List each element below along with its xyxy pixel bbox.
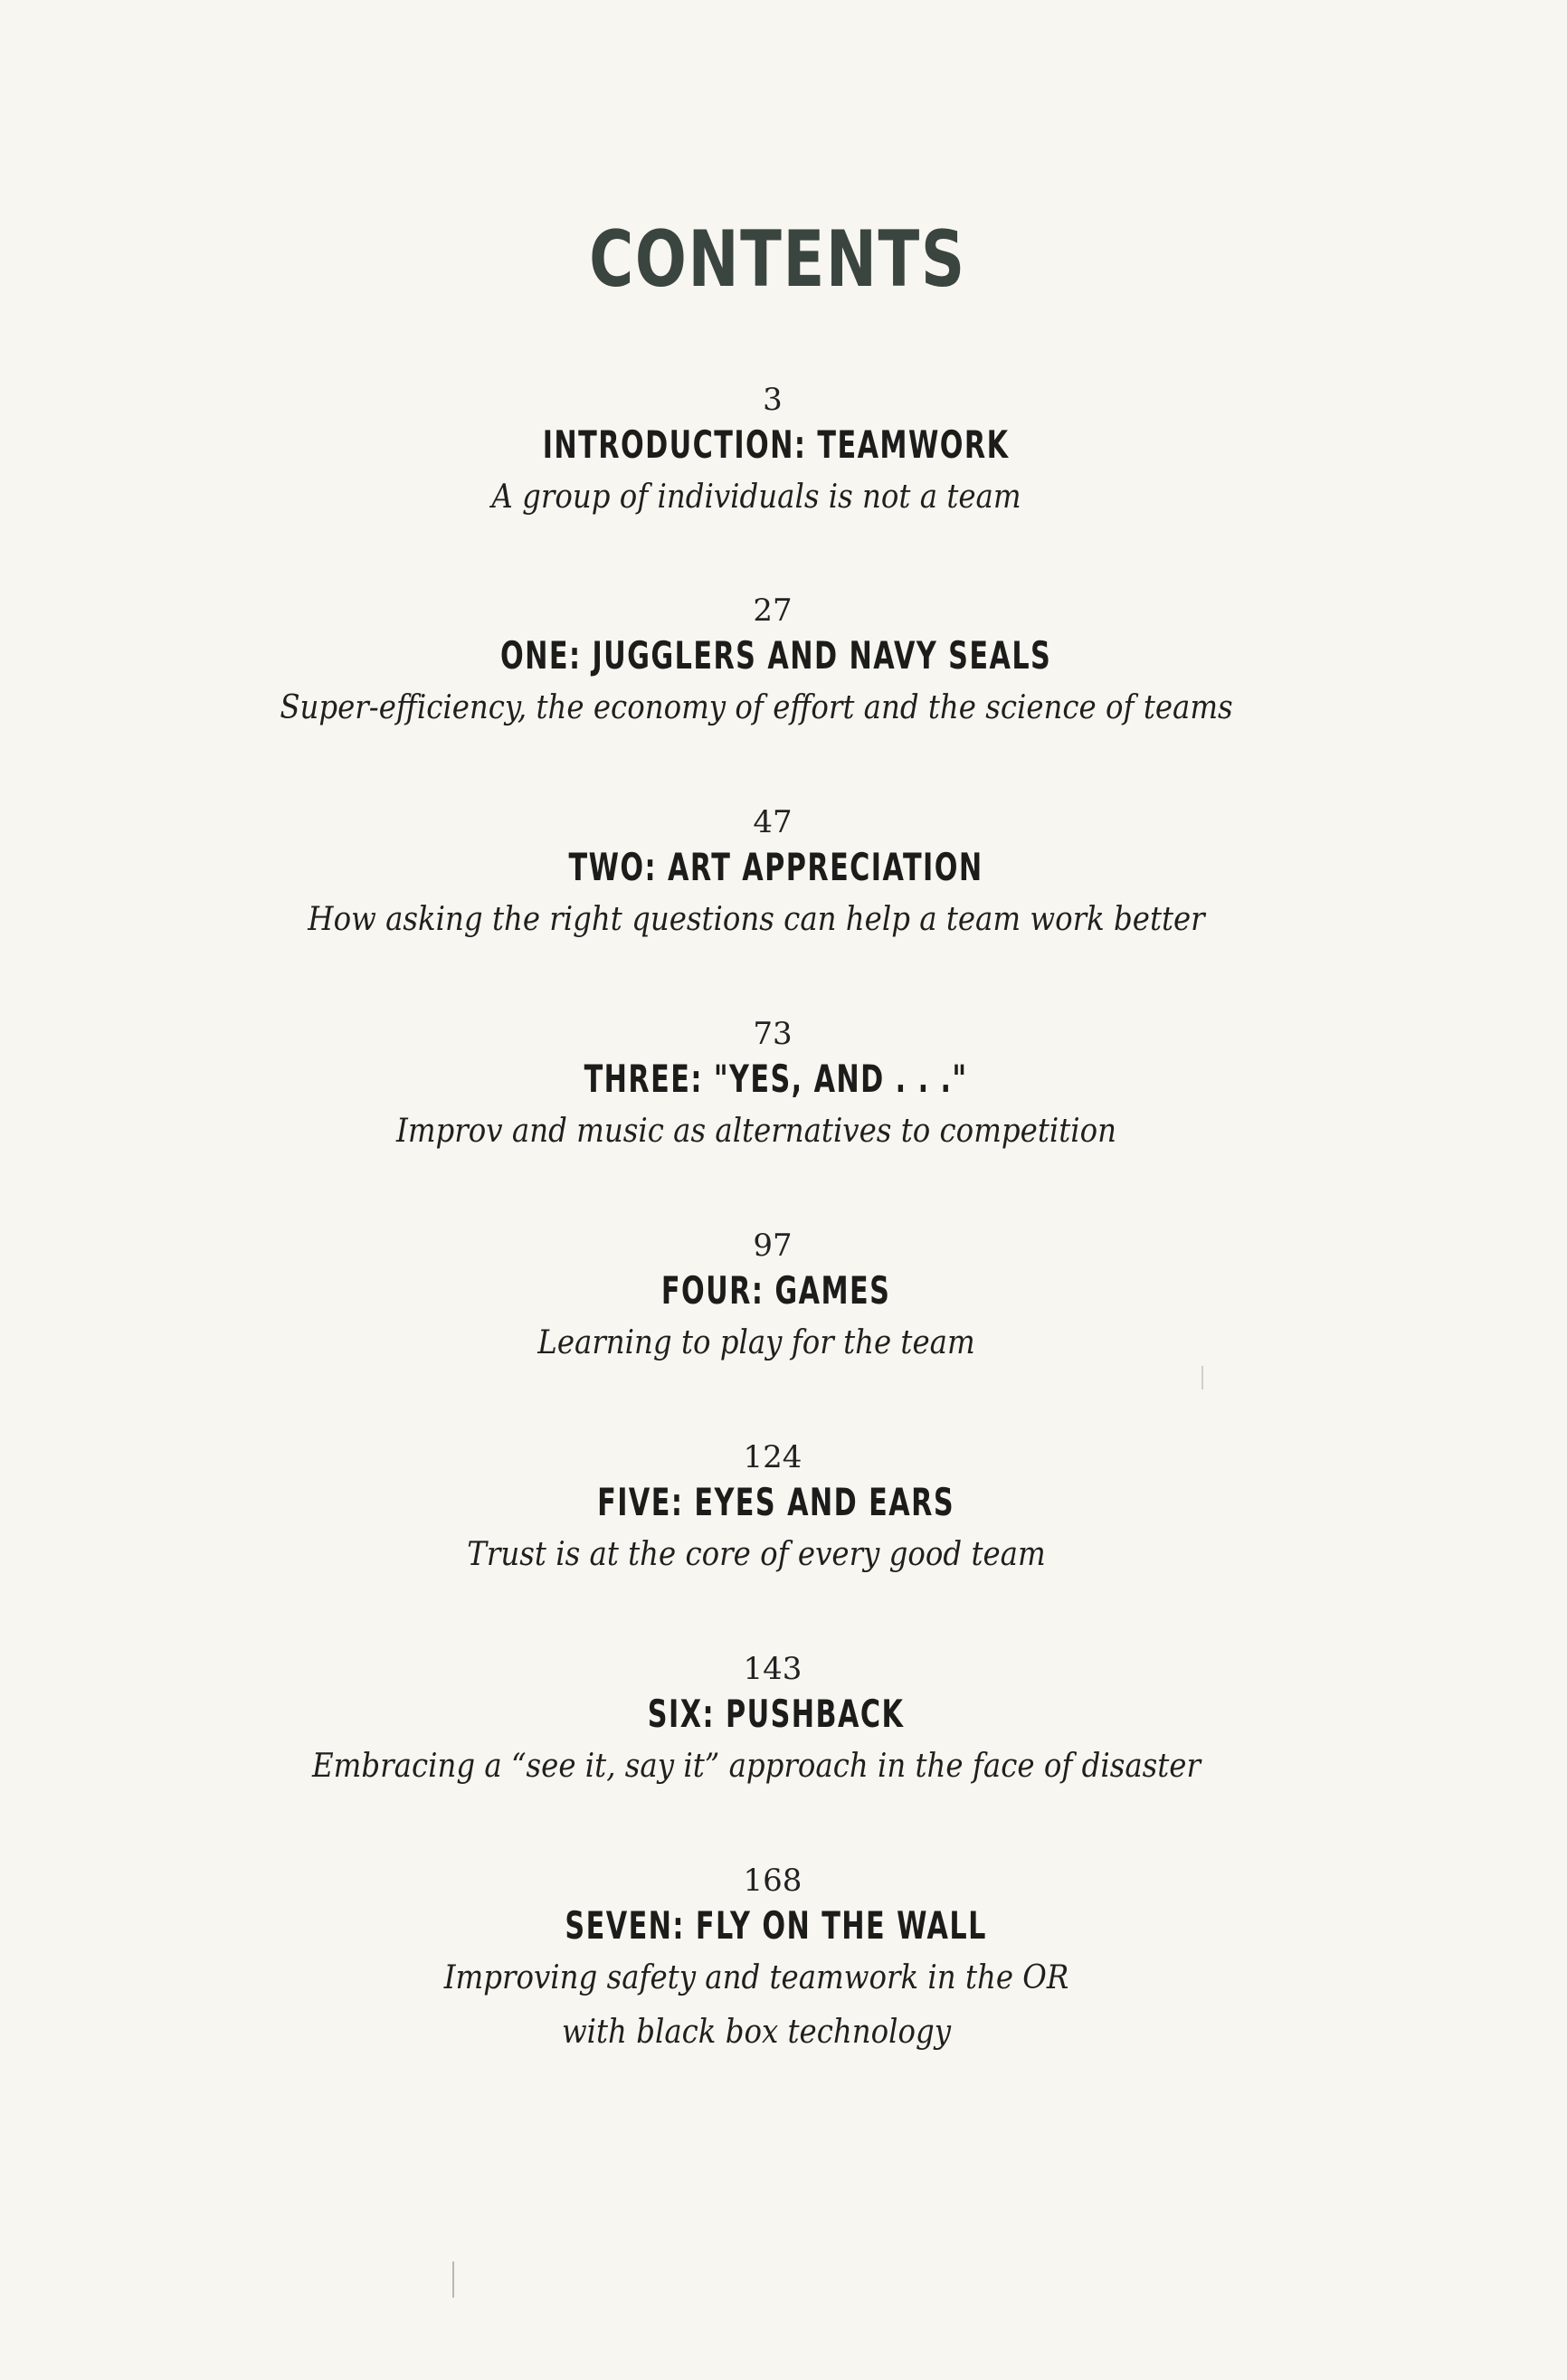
page-number: 124 bbox=[743, 1439, 802, 1475]
page-title: CONTENTS bbox=[589, 214, 966, 305]
scan-artifact-mark bbox=[452, 2261, 454, 2298]
page-number: 3 bbox=[763, 382, 783, 418]
subtitle-line: Trust is at the core of every good team bbox=[467, 1536, 1046, 1573]
toc-entry-introduction bbox=[0, 380, 1567, 525]
page-number: 168 bbox=[743, 1863, 802, 1899]
subtitle-line: How asking the right questions can help a team work better bbox=[308, 901, 1205, 938]
toc-entry-six bbox=[0, 1649, 1567, 1794]
subtitle-line: with black box technology bbox=[561, 2014, 952, 2051]
chapter-subtitle bbox=[52, 681, 1462, 735]
page-number: 47 bbox=[753, 804, 793, 840]
subtitle-line: Embracing a “see it, say it” approach in the face of disaster bbox=[312, 1748, 1201, 1785]
subtitle-line: Learning to play for the team bbox=[537, 1324, 975, 1361]
chapter-subtitle bbox=[52, 1740, 1462, 1794]
page-number: 97 bbox=[753, 1228, 793, 1264]
subtitle-line: Improving safety and teamwork in the OR bbox=[443, 1959, 1069, 1996]
page-number: 27 bbox=[753, 593, 793, 629]
chapter-subtitle bbox=[52, 1951, 1462, 2060]
chapter-title: FOUR: GAMES bbox=[660, 1268, 891, 1313]
chapter-subtitle bbox=[52, 1528, 1462, 1582]
toc-entry-one bbox=[0, 591, 1567, 735]
chapter-title: SEVEN: FLY ON THE WALL bbox=[565, 1903, 987, 1948]
chapter-title: TWO: ART APPRECIATION bbox=[568, 845, 983, 889]
chapter-subtitle bbox=[52, 1316, 1462, 1370]
chapter-title: ONE: JUGGLERS AND NAVY SEALS bbox=[499, 633, 1052, 678]
chapter-title: FIVE: EYES AND EARS bbox=[597, 1480, 955, 1524]
toc-entry-three bbox=[0, 1014, 1567, 1159]
subtitle-line: Super-efficiency, the economy of effort and the science of teams bbox=[280, 689, 1233, 726]
chapter-title: THREE: "YES, AND . . ." bbox=[584, 1057, 968, 1101]
toc-entry-four bbox=[0, 1226, 1567, 1370]
chapter-title: SIX: PUSHBACK bbox=[647, 1692, 905, 1736]
page-number: 73 bbox=[753, 1016, 793, 1052]
page-number: 143 bbox=[743, 1651, 802, 1687]
chapter-subtitle bbox=[52, 470, 1462, 525]
subtitle-line: A group of individuals is not a team bbox=[491, 479, 1021, 516]
chapter-subtitle bbox=[52, 893, 1462, 947]
toc-entry-five bbox=[0, 1437, 1567, 1582]
scan-artifact-mark bbox=[1201, 1366, 1203, 1389]
toc-entry-two bbox=[0, 802, 1567, 947]
chapter-subtitle bbox=[52, 1105, 1462, 1159]
subtitle-line: Improv and music as alternatives to competition bbox=[396, 1113, 1116, 1150]
toc-entry-seven bbox=[0, 1861, 1567, 2060]
chapter-title: INTRODUCTION: TEAMWORK bbox=[542, 422, 1010, 467]
